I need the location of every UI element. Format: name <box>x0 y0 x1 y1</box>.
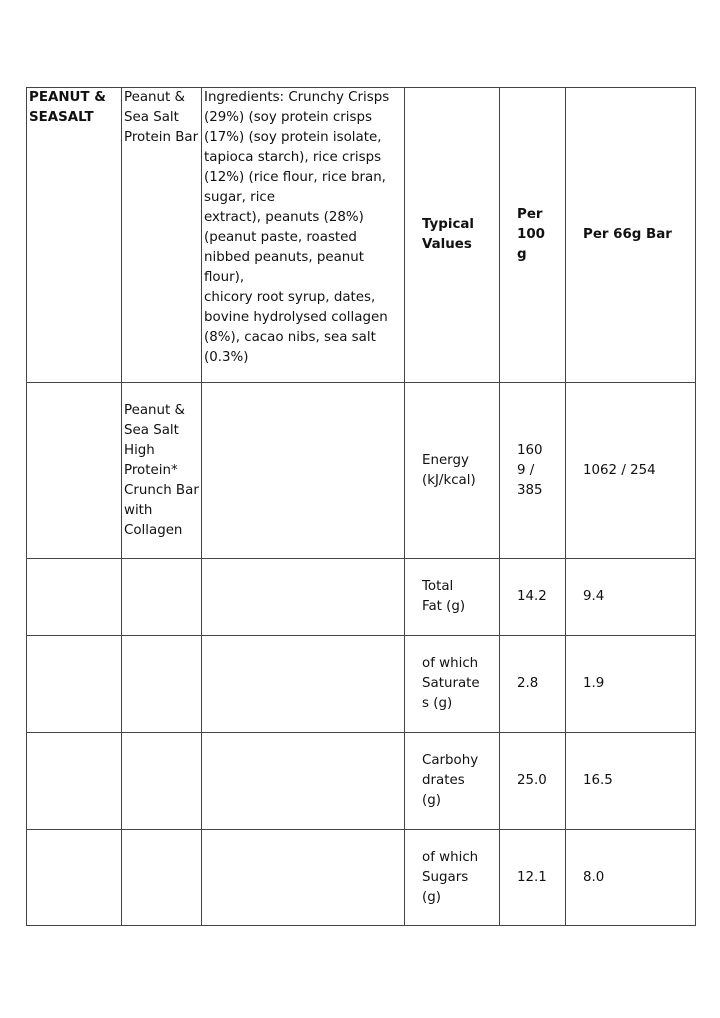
per-bar-header: Per 66g Bar <box>583 227 672 242</box>
nutrient-label: of which Sugars (g) <box>422 849 479 905</box>
typical-values-header: Typical Values <box>422 217 475 252</box>
per100-cell <box>500 733 566 830</box>
per100-cell <box>500 636 566 733</box>
per-bar-value: 9.4 <box>583 589 605 604</box>
product-name: Peanut & Sea Salt Protein Bar <box>124 90 199 145</box>
nutrient-cell <box>405 383 500 559</box>
flavour-cell <box>27 383 122 559</box>
table-row <box>27 733 696 830</box>
nutrient-cell <box>405 636 500 733</box>
nutrient-label: Energy (kJ/kcal) <box>422 452 476 488</box>
per-100g-value: 2.8 <box>517 676 539 691</box>
ingredients-text: Ingredients: Crunchy Crisps (29%) (soy protein crisps (17%) (soy protein isolate, tapioca starch), rice crisps (12%) (rice flour, rice bran, sugar, rice extract), peanuts (28%) (peanut paste, roasted nibbed peanuts, peanut flour), chicory root syrup, dates, bovine hydrolysed collagen (8%), cacao nibs, sea salt (0.3%) <box>204 90 390 365</box>
per100-cell <box>500 830 566 926</box>
nutrient-label: of which Saturate s (g) <box>422 656 480 711</box>
table-row <box>27 88 696 383</box>
ingredients-cell <box>202 88 405 383</box>
perbar-cell <box>566 383 696 559</box>
flavour-cell <box>27 88 122 383</box>
product-cell <box>122 88 202 383</box>
table-row <box>27 383 696 559</box>
product-name: Peanut & Sea Salt High Protein* Crunch Bar with Collagen <box>124 403 199 538</box>
per-100g-header: Per 100 g <box>517 207 545 262</box>
perbar-cell <box>566 830 696 926</box>
perbar-header-cell <box>566 88 696 383</box>
nutrient-cell <box>405 830 500 926</box>
product-cell <box>122 383 202 559</box>
nutrient-label: Total Fat (g) <box>422 579 466 614</box>
nutrition-table <box>26 87 696 926</box>
per-100g-value: 160 9 / 385 <box>517 442 543 498</box>
per100-cell <box>500 559 566 636</box>
per-bar-value: 16.5 <box>583 773 613 788</box>
per-bar-value: 8.0 <box>583 869 605 885</box>
perbar-cell <box>566 733 696 830</box>
per-100g-value: 25.0 <box>517 773 547 788</box>
per-100g-value: 14.2 <box>517 589 547 604</box>
table-row <box>27 830 696 926</box>
ingredients-cell <box>202 383 405 559</box>
table-row <box>27 559 696 636</box>
per100-cell <box>500 383 566 559</box>
nutrient-cell <box>405 733 500 830</box>
nutrient-cell <box>405 559 500 636</box>
table-row <box>27 636 696 733</box>
nutrient-header-cell <box>405 88 500 383</box>
perbar-cell <box>566 559 696 636</box>
nutrient-label: Carbohy drates (g) <box>422 753 479 808</box>
per100-header-cell <box>500 88 566 383</box>
per-bar-value: 1062 / 254 <box>583 462 656 478</box>
flavour-name: PEANUT & SEASALT <box>29 90 106 125</box>
per-bar-value: 1.9 <box>583 676 605 691</box>
perbar-cell <box>566 636 696 733</box>
per-100g-value: 12.1 <box>517 869 547 885</box>
